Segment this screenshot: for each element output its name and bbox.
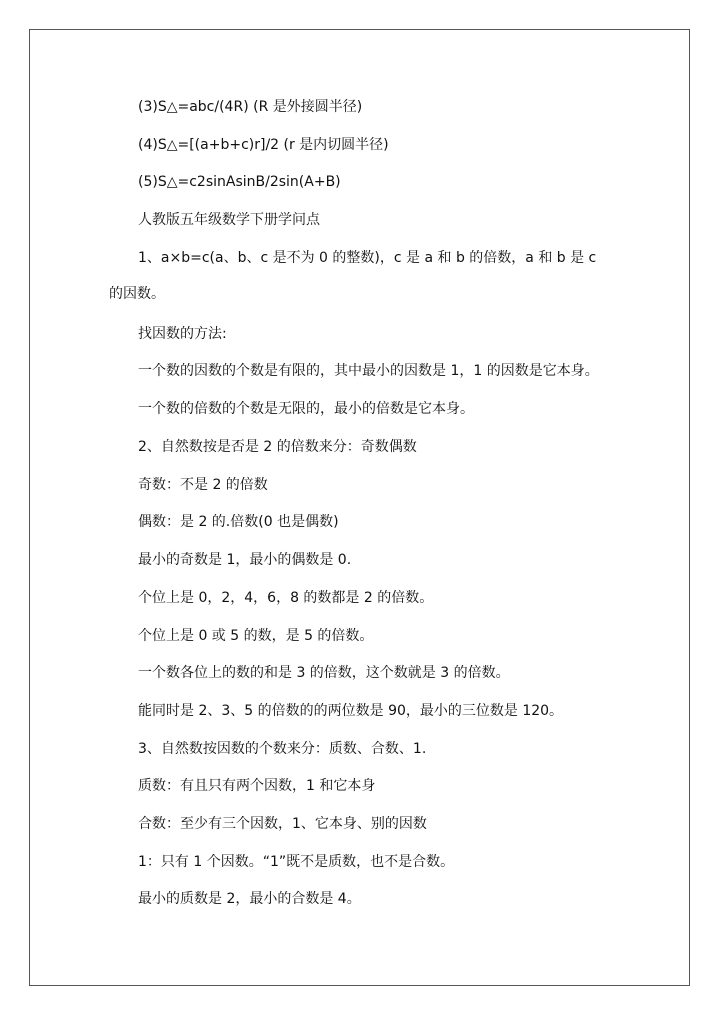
formula-line-5: (5)S△=c2sinAsinB/2sin(A+B) [138,174,341,190]
formula-line-4: (4)S△=[(a+b+c)r]/2 (r 是内切圆半径) [138,137,389,153]
paragraph-line: 能同时是 2、3、5 的倍数的的两位数是 90，最小的三位数是 120。 [138,703,564,719]
paragraph-line: 3、自然数按因数的个数来分：质数、合数、1. [138,741,427,757]
paragraph-line: 最小的质数是 2，最小的合数是 4。 [138,891,361,907]
paragraph-line: 个位上是 0 或 5 的数，是 5 的倍数。 [138,628,374,644]
formula-line-3: (3)S△=abc/(4R) (R 是外接圆半径) [138,99,363,115]
paragraph-line: 偶数：是 2 的.倍数(0 也是偶数) [138,514,339,530]
paragraph-line: 合数：至少有三个因数，1、它本身、别的因数 [138,816,427,832]
paragraph-line: 一个数各位上的数的和是 3 的倍数，这个数就是 3 的倍数。 [138,665,510,681]
paragraph-line: 质数：有且只有两个因数，1 和它本身 [138,778,376,794]
paragraph-line: 个位上是 0，2，4，6，8 的数都是 2 的倍数。 [138,590,434,606]
paragraph-line: 1：只有 1 个因数。“1”既不是质数，也不是合数。 [138,854,455,870]
paragraph-line: 最小的奇数是 1，最小的偶数是 0. [138,552,352,568]
paragraph-factor-definition: 1、a×b=c(a、b、c 是不为 0 的整数)，c 是 a 和 b 的倍数，a 和 b 是 c 的因数。 [109,250,597,302]
paragraph-line: 一个数的倍数的个数是无限的，最小的倍数是它本身。 [138,401,474,417]
paragraph-line: 奇数：不是 2 的倍数 [138,477,268,493]
section-heading: 人教版五年级数学下册学问点 [138,212,320,228]
paragraph-line: 一个数的因数的个数是有限的，其中最小的因数是 1，1 的因数是它本身。 [138,363,599,379]
paragraph-line: 找因数的方法: [138,326,227,342]
paragraph-line: 2、自然数按是否是 2 的倍数来分：奇数偶数 [138,439,417,455]
